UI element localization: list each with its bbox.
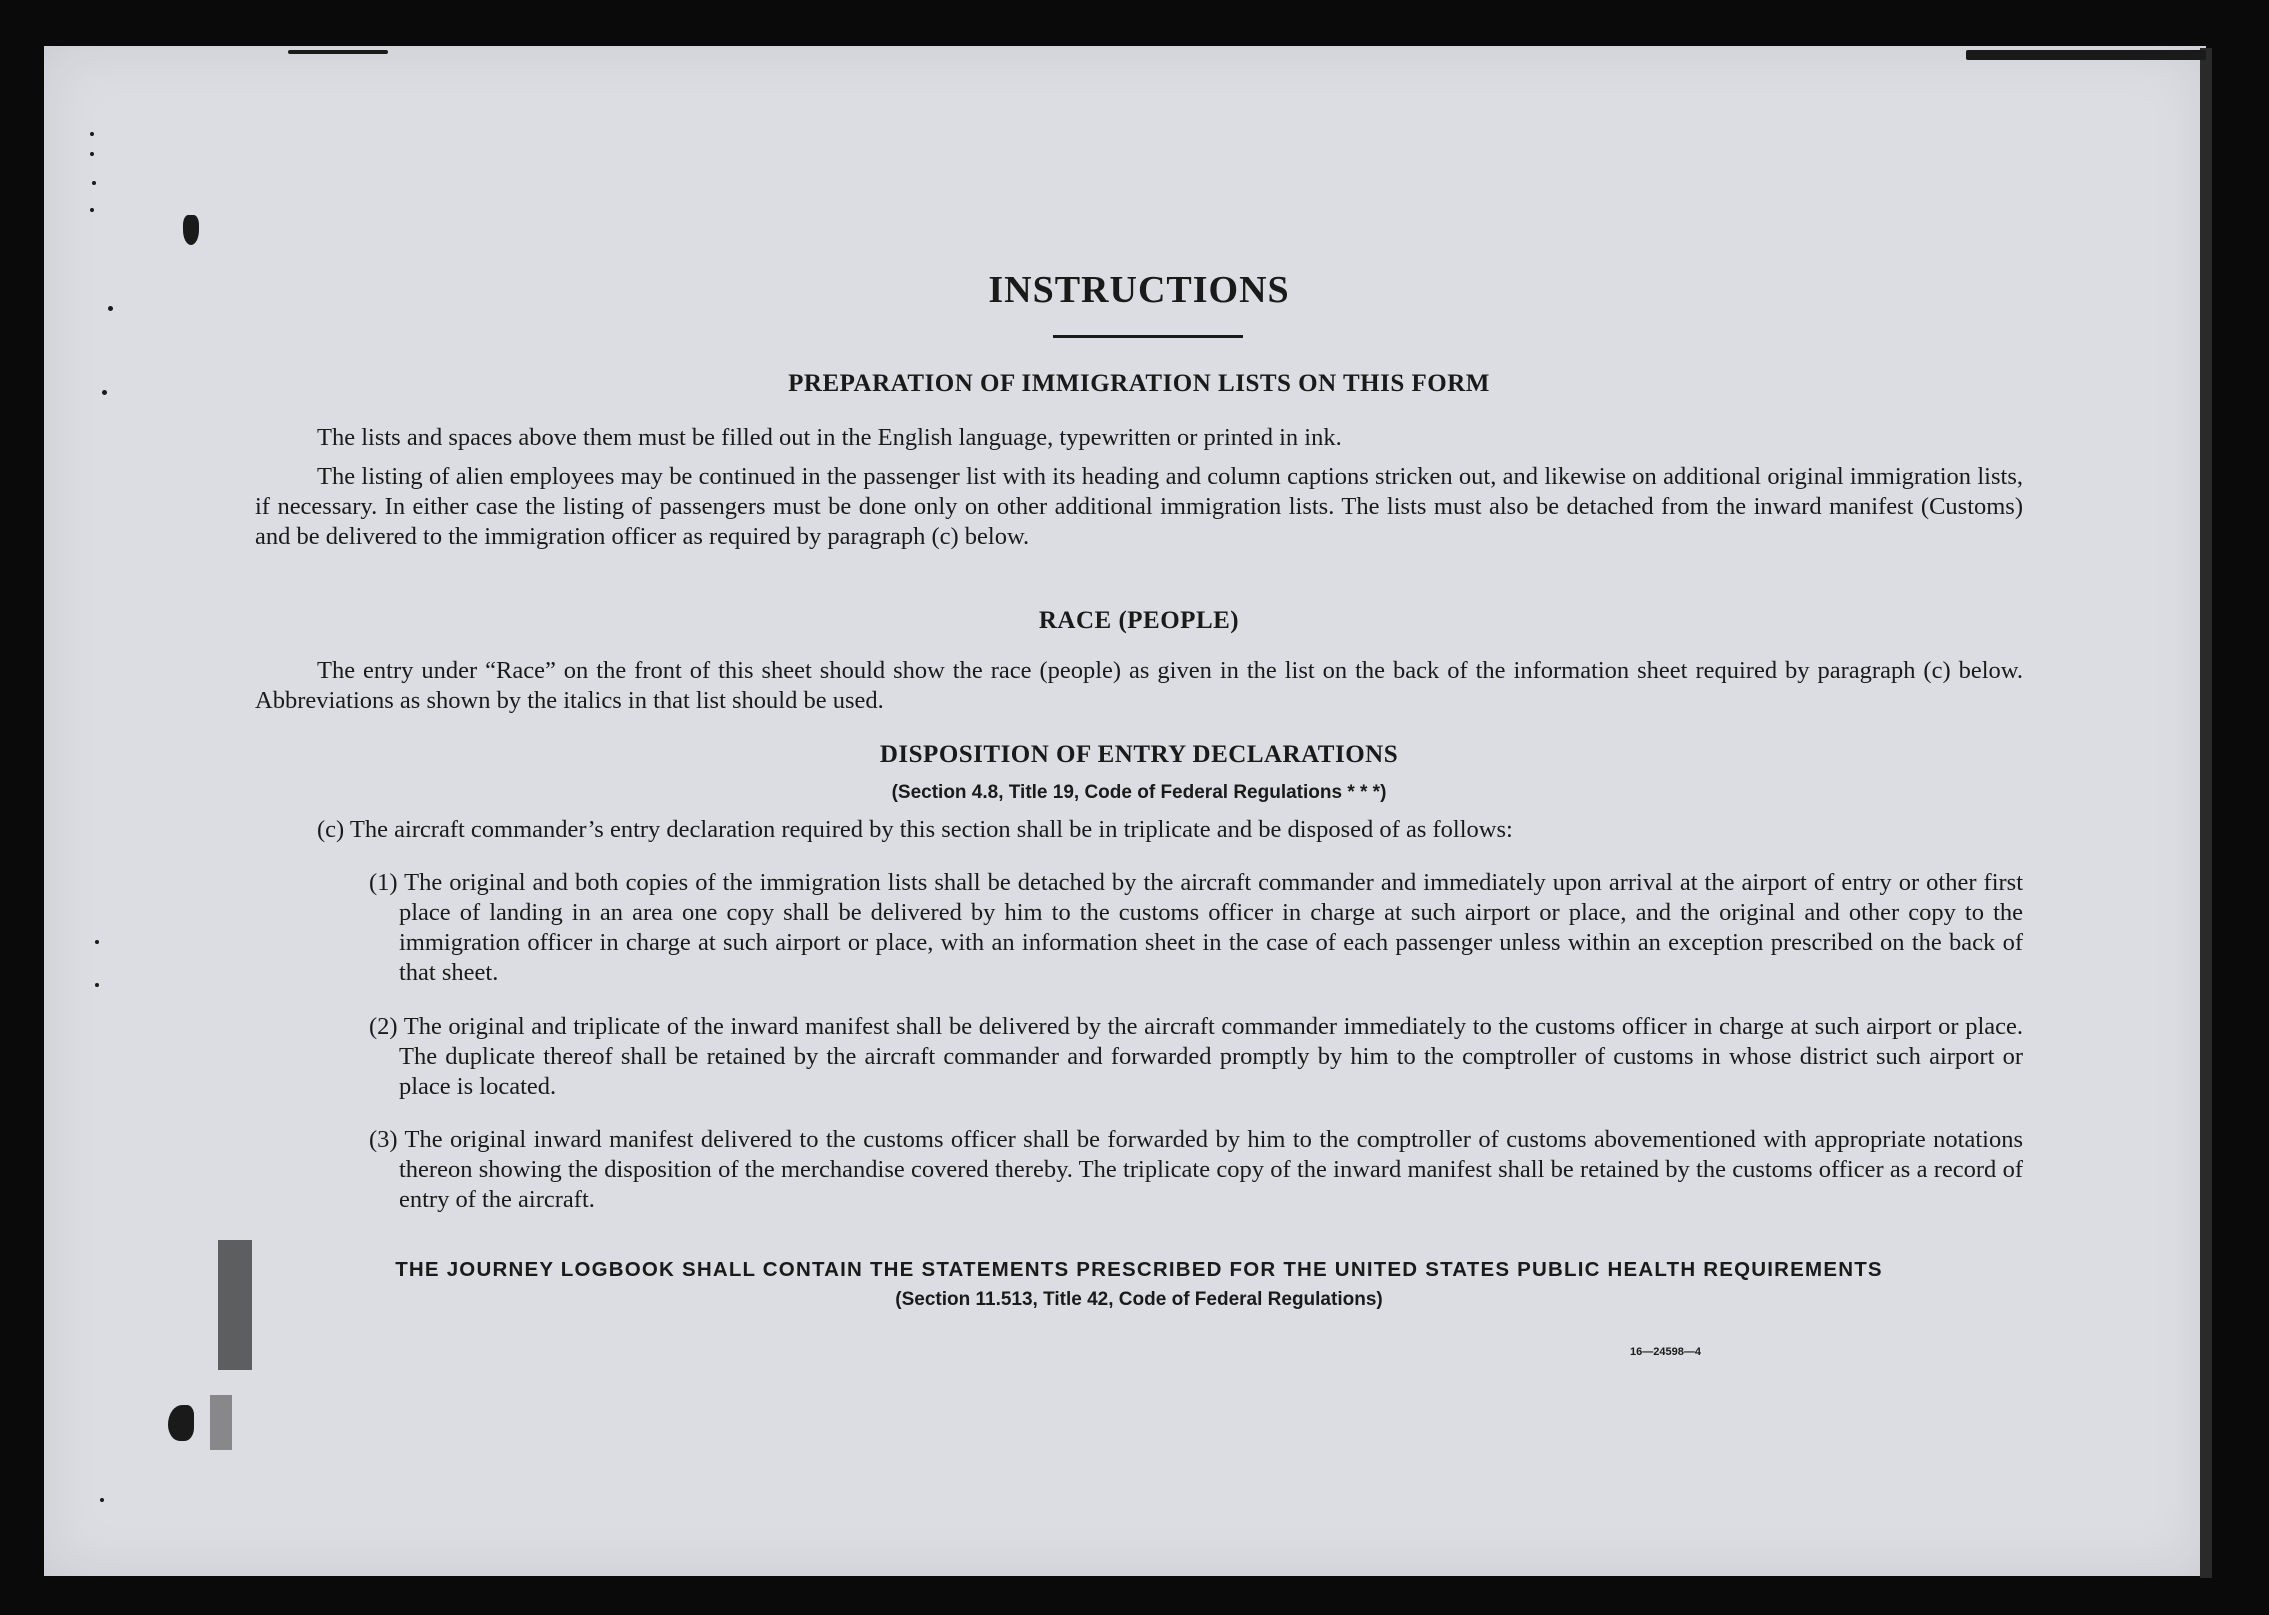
list-item-disposition-3: (3) The original inward manifest delivered to the customs officer shall be forwarded by him to the comptroller of customs abovementioned with appropriate notations thereon showing the disposition of the merchandise covered thereby. The triplicate copy of the inward manifest shall be retained by the customs officer as a record of entry of the aircraft. [369,1126,2023,1213]
scan-speck [95,983,99,987]
section-heading-race: RACE (PEOPLE) [1038,607,1240,634]
scan-speck [102,390,107,395]
paragraph-preparation-2: The listing of alien employees may be continued in the passenger list with its heading and column captions stricken out, and likewise on additional original immigration lists, if necessary. In either case the listing of passengers must be done only on other additional immigration lists. The lists must also be detached from the inward manifest (Customs) and be delivered to the immigration officer as required by paragraph (c) below. [255,463,2023,550]
citation-health: (Section 11.513, Title 42, Code of Federal Regulations) [895,1289,1383,1310]
scan-speck [108,306,113,311]
scan-smudge [210,1395,232,1450]
section-heading-disposition: DISPOSITION OF ENTRY DECLARATIONS [879,741,1399,768]
scan-smudge [218,1240,252,1370]
scan-speck [1966,50,2206,60]
citation-disposition: (Section 4.8, Title 19, Code of Federal Regulations * * *) [891,782,1387,803]
scan-speck [90,152,94,156]
health-requirements-notice: THE JOURNEY LOGBOOK SHALL CONTAIN THE STATEMENTS PRESCRIBED FOR THE UNITED STATES PUBLIC HEALTH REQUIREMENTS [395,1258,1883,1281]
scan-speck [90,132,94,136]
scan-speck [183,215,199,245]
paragraph-race-1: The entry under “Race” on the front of this sheet should show the race (people) as given in the list on the back of the information sheet required by paragraph (c) below. Abbreviations as shown by the italics in that list should be used. [255,657,2023,714]
form-number: 16—24598—4 [1630,1346,1701,1358]
paragraph-preparation-1: The lists and spaces above them must be filled out in the English language, typewritten or printed in ink. [317,424,1342,451]
sheet-edge-shadow [2200,48,2212,1578]
section-heading-preparation: PREPARATION OF IMMIGRATION LISTS ON THIS FORM [788,370,1490,397]
scan-speck [92,181,96,185]
list-item-disposition-2: (2) The original and triplicate of the inward manifest shall be delivered by the aircraft commander immediately to the customs officer in charge at such airport or place. The duplicate thereof shall be retained by the aircraft commander and forwarded promptly by him to the comptroller of customs in whose district such airport or place is located. [369,1013,2023,1100]
scan-speck [90,208,94,212]
scan-speck [168,1405,194,1441]
list-item-disposition-1: (1) The original and both copies of the immigration lists shall be detached by the aircraft commander and immediately upon arrival at the airport of entry or other first place of landing in an area one copy shall be delivered by him to the customs officer in charge at such airport or place, and the original and other copy to the immigration officer in charge at such airport or place, with an information sheet in the case of each passenger unless within an exception prescribed on the back of that sheet. [369,869,2023,986]
scan-speck [100,1498,104,1502]
scan-speck [95,940,99,944]
scan-speck [288,50,388,54]
paragraph-disposition-lead: (c) The aircraft commander’s entry declaration required by this section shall be in triplicate and be disposed of as follows: [317,816,1513,843]
title-underline [1053,335,1243,338]
page-title: INSTRUCTIONS [988,269,1290,311]
